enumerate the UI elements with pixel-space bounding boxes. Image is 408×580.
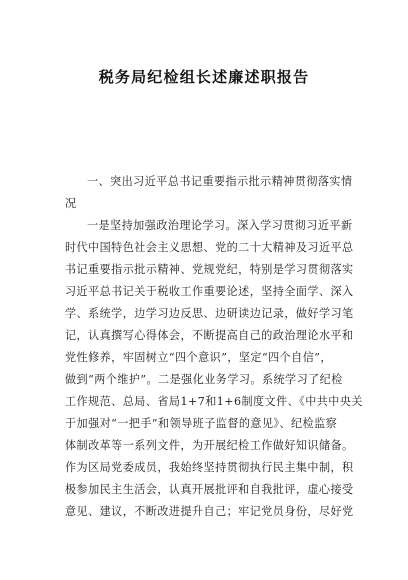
body-line-9: 工作规范、总局、省局1+7和1+6制度文件、《中共中央关 [65, 395, 363, 408]
document-title: 税务局纪检组长述廉述职报告 [98, 68, 310, 86]
body-line-5: 学、系统学，边学习边反思、边研读边记录，做好学习笔 [65, 307, 354, 320]
body-line-3: 书记重要指示批示精神、党规党纪，特别是学习贯彻落实 [65, 263, 354, 276]
body-line-11: 体制改革等一系列文件，为开展纪检工作做好知识储备。 [65, 439, 354, 452]
body-line-14: 意见、建议，不断改进提升自己；牢记党员身份，尽好党 [65, 505, 354, 518]
body-line-7: 党性修养，牢固树立“四个意识”，坚定“四个自信”， [65, 351, 332, 364]
body-line-4: 习近平总书记关于税收工作重要论述，坚持全面学、深入 [65, 285, 354, 298]
body-line-1: 一是坚持加强政治理论学习。深入学习贯彻习近平新 [87, 219, 353, 232]
body-line-2: 时代中国特色社会主义思想、党的二十大精神及习近平总 [65, 241, 354, 254]
body-line-6: 记，认真撰写心得体会，不断提高自己的政治理论水平和 [65, 329, 354, 342]
section-heading-line-1: 一、突出习近平总书记重要指示批示精神贯彻落实情 [87, 175, 353, 188]
body-line-12: 作为区局党委成员，我始终坚持贯彻执行民主集中制，积 [65, 461, 354, 474]
body-line-8: 做到“两个维护”。二是强化业务学习。系统学习了纪检 [65, 373, 343, 386]
body-line-10: 于加强对“一把手”和领导班子监督的意见》、纪检监察 [65, 417, 338, 430]
body-line-13: 极参加民主生活会，认真开展批评和自我批评，虚心接受 [65, 483, 354, 496]
section-heading-line-2: 况 [65, 197, 77, 210]
